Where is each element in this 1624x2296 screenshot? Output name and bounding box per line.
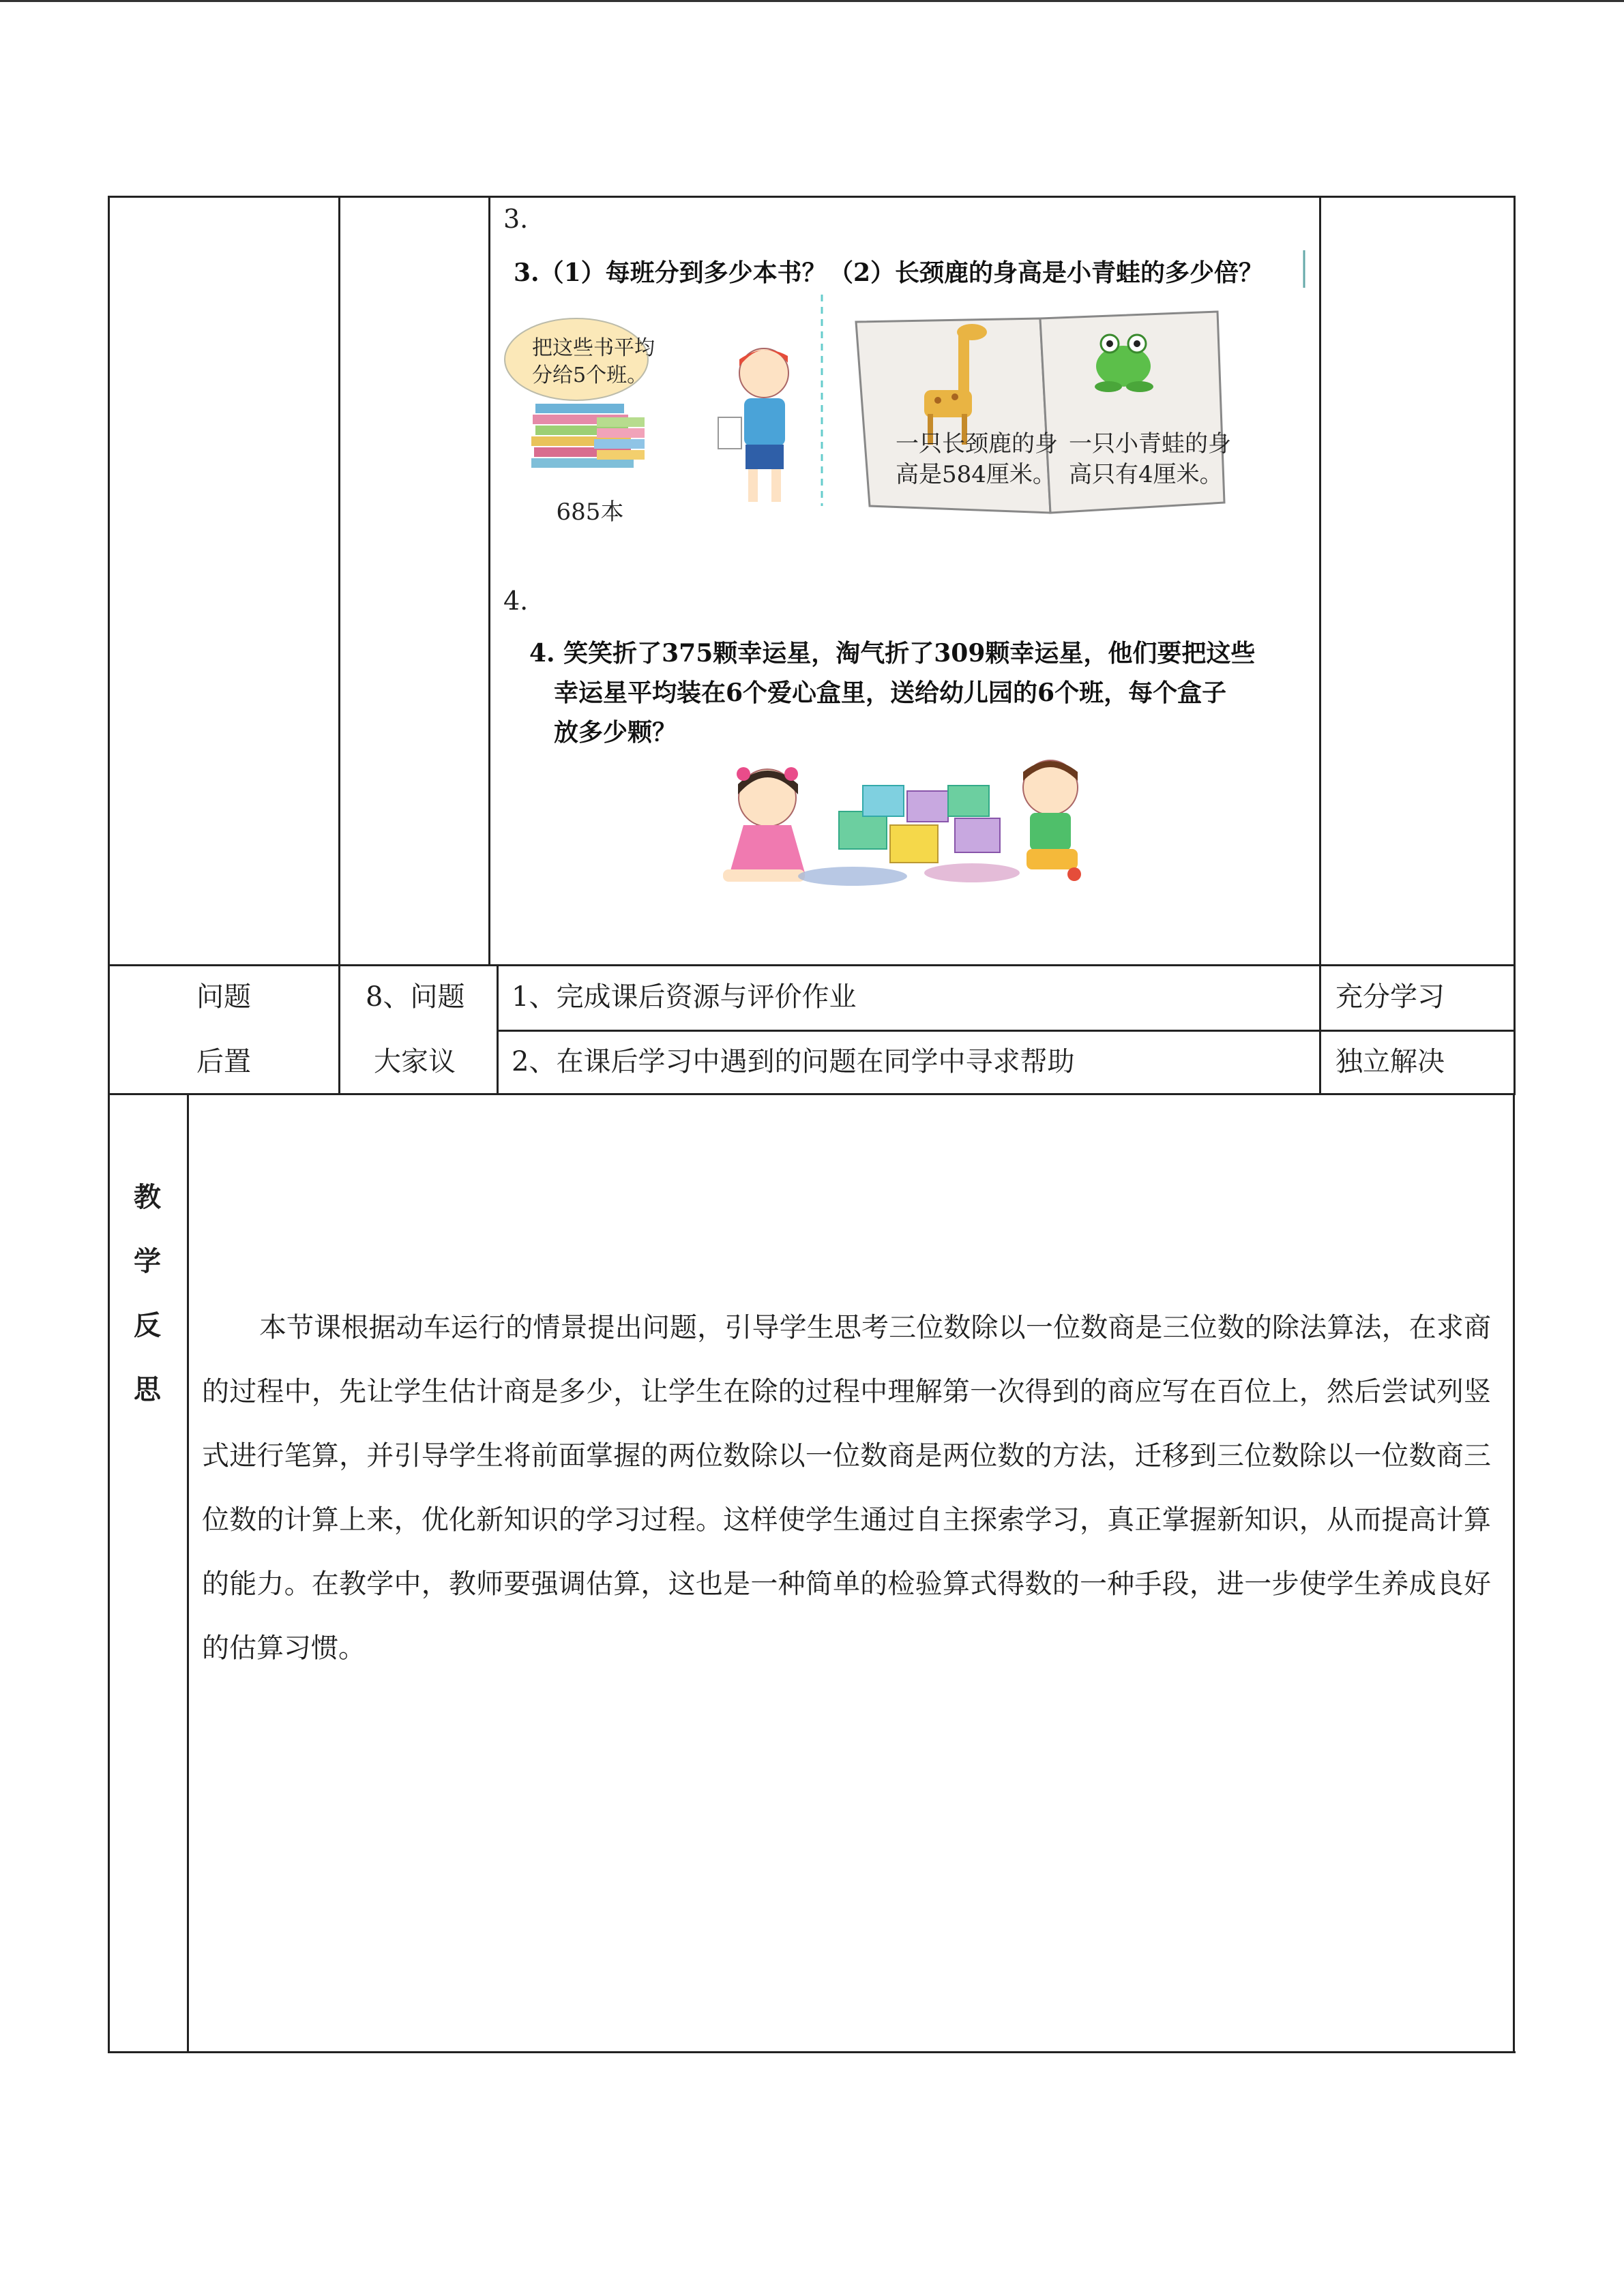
step-label-line-2: 大家议 bbox=[374, 1046, 456, 1077]
item-3-question-2: （2）长颈鹿的身高是小青蛙的多少倍？ bbox=[829, 258, 1264, 287]
reflection-label-char-4: 思 bbox=[134, 1374, 161, 1405]
books-count-label: 685本 bbox=[556, 498, 624, 526]
section-label-line-2: 后置 bbox=[196, 1046, 251, 1077]
boy-figure-icon bbox=[718, 348, 788, 502]
task-row-1: 1、完成课后资源与评价作业 bbox=[512, 981, 857, 1013]
bubble-text-2: 分给5个班。 bbox=[532, 363, 648, 387]
boy-figure-icon-2 bbox=[1023, 760, 1081, 881]
reflection-label-char-2: 学 bbox=[134, 1246, 161, 1277]
giraffe-text-1: 一只长颈鹿的身 bbox=[896, 430, 1058, 458]
item-4-illustration bbox=[518, 627, 1296, 893]
step-label-line-1: 8、问题 bbox=[366, 981, 465, 1013]
item-4-label: 4. bbox=[503, 586, 529, 616]
lucky-stars-icon bbox=[798, 863, 1020, 886]
reflection-label-char-1: 教 bbox=[134, 1182, 161, 1213]
section-label-line-1: 问题 bbox=[196, 981, 251, 1013]
item-3-question-1: 3.（1）每班分到多少本书？ bbox=[514, 258, 827, 287]
item-3-illustration bbox=[501, 247, 1310, 533]
bubble-text-1: 把这些书平均 bbox=[532, 336, 655, 360]
book-stack-icon bbox=[531, 404, 645, 468]
gift-boxes-icon bbox=[839, 786, 1000, 863]
item-4-text-line-3: 放多少颗？ bbox=[554, 718, 677, 747]
girl-figure-icon bbox=[723, 767, 805, 882]
giraffe-text-2: 高是584厘米。 bbox=[896, 461, 1056, 488]
goal-row-1: 充分学习 bbox=[1335, 981, 1445, 1013]
item-4-text-line-1: 4. 笑笑折了375颗幸运星，淘气折了309颗幸运星，他们要把这些 bbox=[529, 639, 1256, 668]
frog-text-1: 一只小青蛙的身 bbox=[1069, 430, 1231, 458]
goal-row-2: 独立解决 bbox=[1335, 1046, 1445, 1077]
reflection-text: 本节课根据动车运行的情景提出问题，引导学生思考三位数除以一位数商是三位数的除法算法，在求商的过程中，先让学生估计商是多少，让学生在除的过程中理解第一次得到的商应写在百位上，然后尝试列竖式进行笔算，并引导学生将前面掌握的两位数除以一位数商是两位数的方法，迁移到三位数除以一位数商三位数的计算上来，优化新知识的学习过程。这样使学生通过自主探索学习，真正掌握新知识，从而提高计算的能力。在教学中，教师要强调估算，这也是一种简单的检验算式得数的一种手段，进一步使学生养成良好的估算习惯。 bbox=[202, 1312, 1491, 1664]
reflection-label-char-3: 反 bbox=[134, 1310, 161, 1341]
page-top-border bbox=[0, 0, 1624, 2]
task-row-2: 2、在课后学习中遇到的问题在同学中寻求帮助 bbox=[512, 1046, 1075, 1077]
frog-text-2: 高只有4厘米。 bbox=[1069, 461, 1223, 488]
item-4-text-line-2: 幸运星平均装在6个爱心盒里，送给幼儿园的6个班，每个盒子 bbox=[554, 679, 1227, 707]
item-3-label: 3. bbox=[503, 204, 529, 234]
